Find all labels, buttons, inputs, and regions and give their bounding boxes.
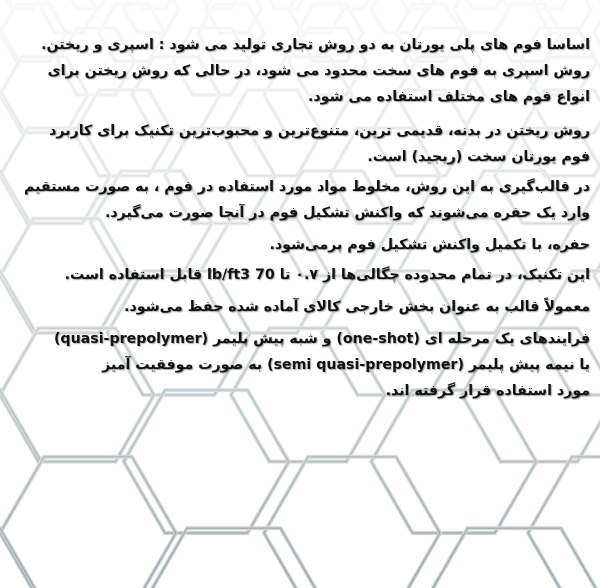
text-line: مورد استفاده قرار گرفته اند. [385, 383, 590, 399]
text-line: اساسا فوم های پلی یورتان به دو روش تجاری تولید می شود : اسپری و ریختن. [41, 37, 590, 53]
text-line: روش ریختن در بدنه، قدیمی ترین، متنوع‌ترین و محبوب‌ترین تکنیک برای کاربرد [49, 123, 590, 139]
text-line: فوم یورتان سخت (ریجید) است. [367, 149, 590, 165]
text-line: انواع فوم های مختلف استفاده می شود. [308, 89, 590, 105]
paragraph-density-range [12, 262, 590, 288]
text-line: روش اسپری به فوم های سخت محدود می شود، در حالی که روش ریختن برای [47, 63, 590, 79]
paragraph-pouring-method [12, 118, 590, 170]
text-line: معمولاً قالب به عنوان بخش خارجی کالای آماده شده حفظ می‌شود. [124, 299, 590, 315]
paragraph-processes [12, 326, 590, 404]
text-line: فرایندهای یک مرحله ای (one-shot) و شبه پیش پلیمر (quasi-prepolymer) [53, 331, 590, 347]
text-line: یا نیمه پیش پلیمر (semi quasi-prepolymer) به صورت موفقیت آمیز [102, 357, 590, 373]
text-line: این تکنیک، در تمام محدوده چگالی‌ها از ۰.۷ تا 70 lb/ft3 قابل استفاده است. [64, 267, 590, 283]
persian-text-document [12, 0, 590, 404]
paragraph-cavity-fill [12, 232, 590, 258]
text-line: در قالب‌گیری به این روش، مخلوط مواد مورد استفاده در فوم ، به صورت مستقیم [24, 179, 590, 195]
paragraph-molding [12, 174, 590, 226]
text-line: حفره، با تکمیل واکنش تشکیل فوم پرمی‌شود. [269, 237, 590, 253]
text-line: وارد یک حفره می‌شوند که واکنش تشکیل فوم در آنجا صورت می‌گیرد. [104, 205, 590, 221]
paragraph-production-methods [12, 32, 590, 110]
paragraph-mold-retention [12, 294, 590, 320]
